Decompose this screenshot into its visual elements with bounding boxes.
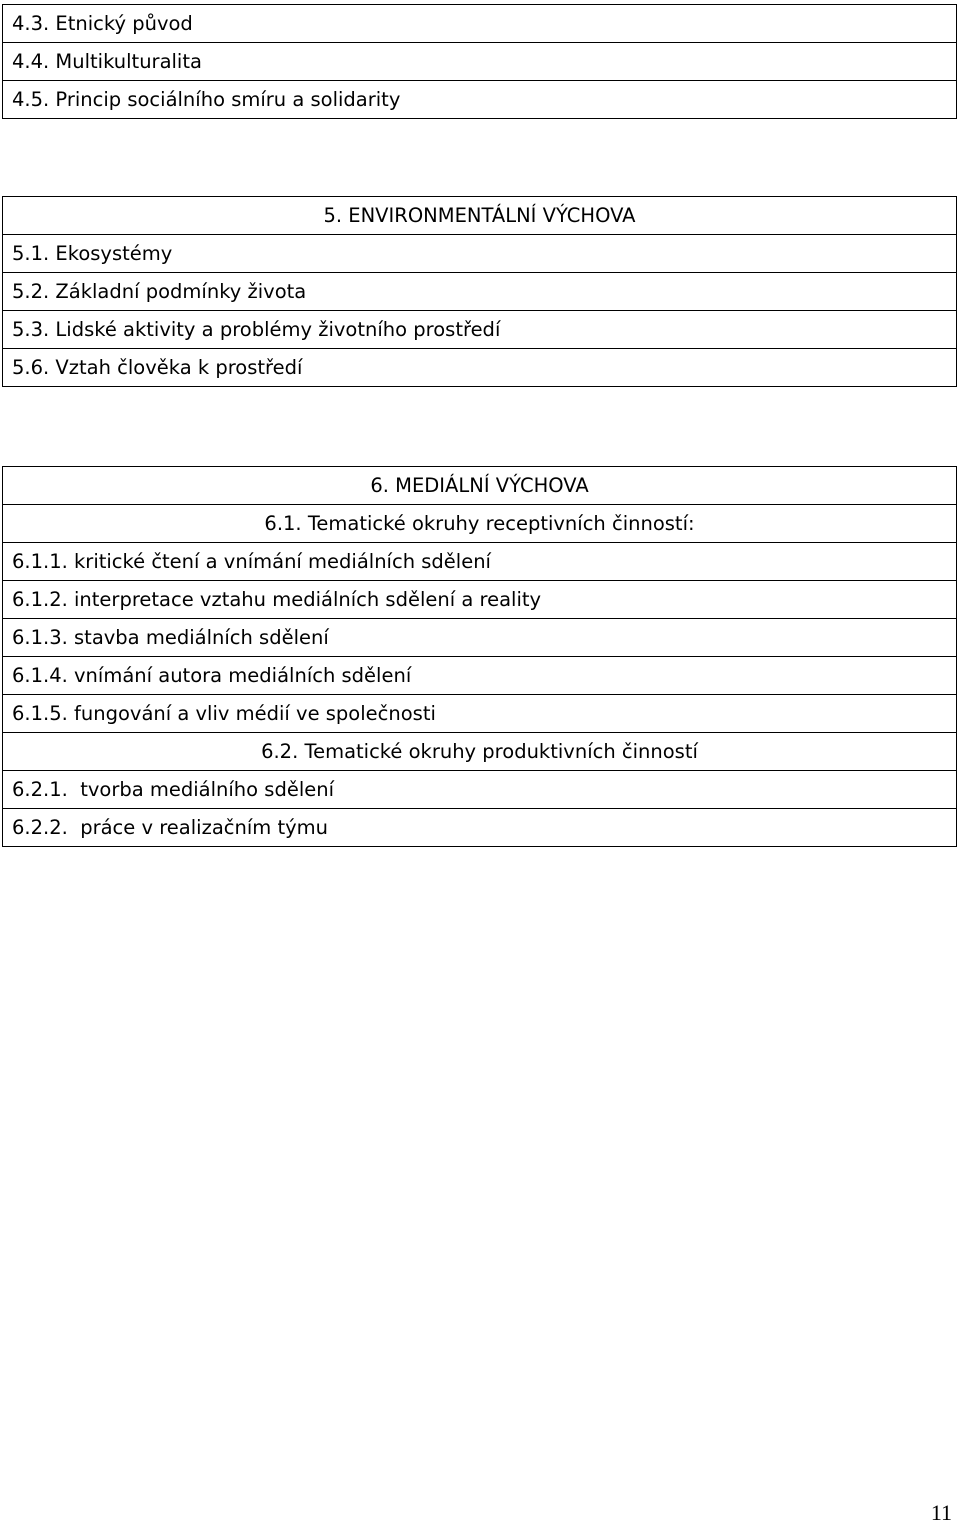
- list-item: 4.3. Etnický původ: [3, 5, 957, 43]
- list-item: 6.2.2. práce v realizačním týmu: [3, 809, 957, 847]
- subsection-heading: 6.1. Tematické okruhy receptivních činností:: [3, 505, 957, 543]
- table-environmental-education: [2, 196, 957, 387]
- list-item: 5.3. Lidské aktivity a problémy životního prostředí: [3, 311, 957, 349]
- list-item: 6.1.4. vnímání autora mediálních sdělení: [3, 657, 957, 695]
- subsection-heading: 6.2. Tematické okruhy produktivních činností: [3, 733, 957, 771]
- section-heading: 5. ENVIRONMENTÁLNÍ VÝCHOVA: [3, 197, 957, 235]
- list-item: 5.2. Základní podmínky života: [3, 273, 957, 311]
- list-item: 6.1.2. interpretace vztahu mediálních sdělení a reality: [3, 581, 957, 619]
- section-heading: 6. MEDIÁLNÍ VÝCHOVA: [3, 467, 957, 505]
- list-item: 5.6. Vztah člověka k prostředí: [3, 349, 957, 387]
- table-media-education: [2, 466, 957, 847]
- list-item: 5.1. Ekosystémy: [3, 235, 957, 273]
- list-item: 6.1.5. fungování a vliv médií ve společnosti: [3, 695, 957, 733]
- table-ethnic-section: [2, 4, 957, 119]
- list-item: 4.5. Princip sociálního smíru a solidarity: [3, 81, 957, 119]
- list-item: 4.4. Multikulturalita: [3, 43, 957, 81]
- list-item: 6.2.1. tvorba mediálního sdělení: [3, 771, 957, 809]
- list-item: 6.1.3. stavba mediálních sdělení: [3, 619, 957, 657]
- list-item: 6.1.1. kritické čtení a vnímání mediálních sdělení: [3, 543, 957, 581]
- page-number: 11: [930, 1500, 952, 1525]
